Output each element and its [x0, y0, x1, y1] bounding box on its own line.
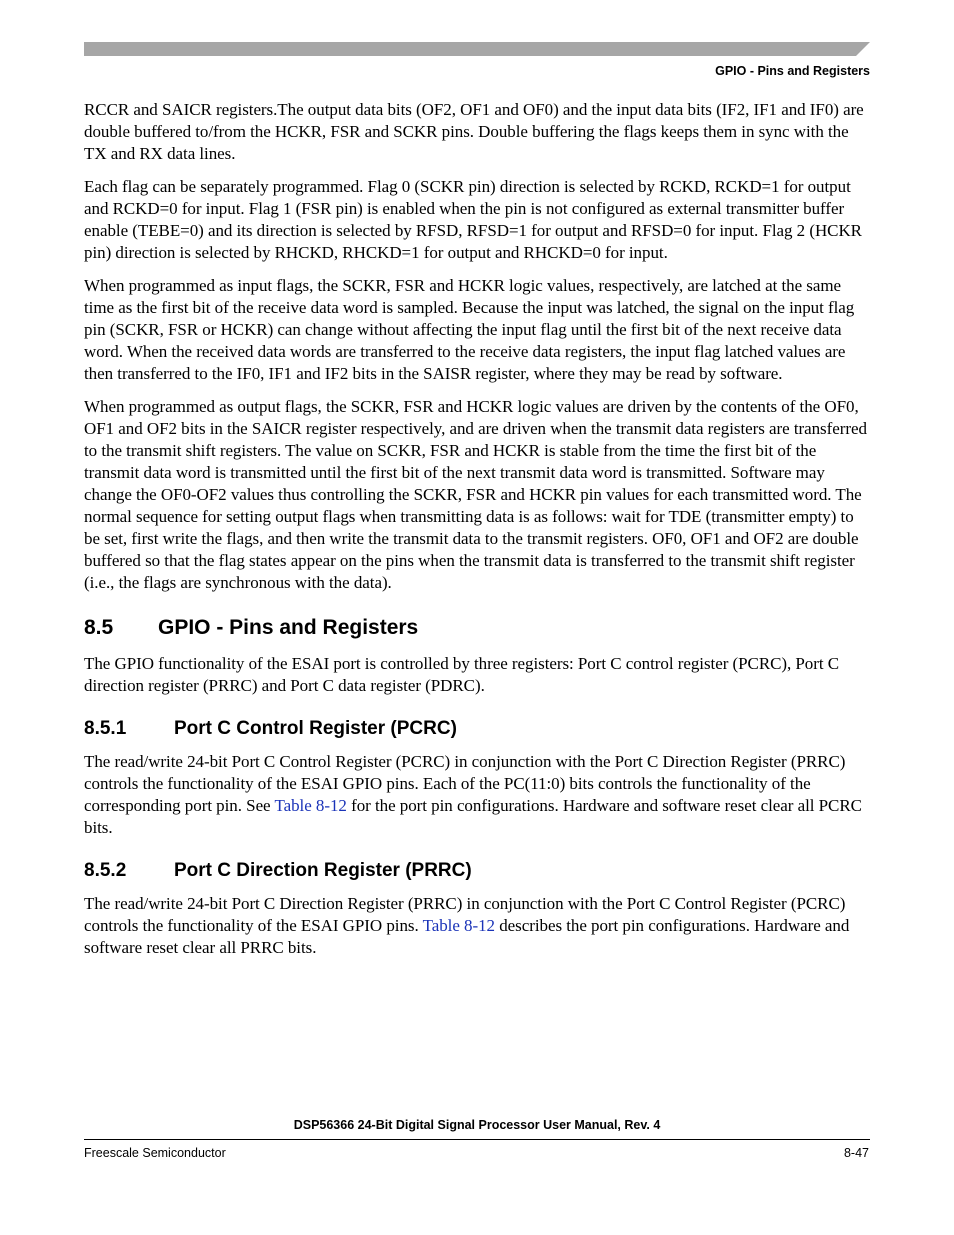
running-header: GPIO - Pins and Registers: [715, 64, 870, 78]
table-8-12-link[interactable]: Table 8-12: [274, 796, 347, 815]
footer-manual-title: DSP56366 24-Bit Digital Signal Processor User Manual, Rev. 4: [293, 1118, 661, 1132]
text-run: for the port pin configurations. Hardware and software reset clear all PCRC bits.: [84, 796, 862, 837]
paragraph-output-flags: When programmed as output flags, the SCKR, FSR and HCKR logic values are driven by the contents of the OF0, OF1 and OF2 bits in the SAICR register respectively, and are driven when the transmit data registers are transferred to the transmit shift registers. The value on SCKR, FSR and HCKR is stable from the time the first bit of the transmit data word is transmitted until the first bit of the next transmit data word is transmitted. Software may change the OF0-OF2 values thus controlling the SCKR, FSR and HCKR pin values for each transmitted word. The normal sequence for setting output flags when transmitting data is as follows: wait for TDE (transmitter empty) to be set, first write the flags, and then write the transmit data to the transmit registers. OF0, OF1 and OF2 are double buffered so that the flag states appear on the pins when the transmit data is transferred to the transmit shift register (i.e., the flags are synchronous with the data).: [84, 397, 867, 592]
header-bar: [84, 42, 870, 56]
page-content: [84, 99, 868, 970]
paragraph-prrc: [84, 893, 868, 959]
table-8-12-link[interactable]: Table 8-12: [422, 916, 496, 935]
section-number: 8.5.1: [84, 718, 127, 739]
header-bar-shape: [84, 42, 870, 56]
section-number: 8.5: [84, 616, 114, 639]
section-heading-8-5: [84, 615, 868, 641]
section-heading-8-5-1: [84, 717, 868, 741]
paragraph-flag-programming: Each flag can be separately programmed. Flag 0 (SCKR pin) direction is selected by RCKD, RCKD=1 for output and RCKD=0 for input. Flag 1 (FSR pin) is enabled when the pin is not configured as external transmitter buffer enable (TEBE=0) and its direction is selected by RFSD, RFSD=1 for output and RFSD=0 for input. Flag 2 (HCKR pin) direction is selected by RHCKD, RHCKD=1 for output and RHCKD=0 for input.: [84, 177, 862, 262]
section-title: Port C Direction Register (PRRC): [174, 860, 472, 881]
section-number: 8.5.2: [84, 860, 127, 881]
footer-company: Freescale Semiconductor: [84, 1146, 226, 1160]
text-run: The read/write 24-bit Port C Control Register (PCRC) in conjunction with the Port C Direction Register (PRRC) controls the functionality of the ESAI GPIO pins. Each of the PC(11:0) bits controls the functionality of the corresponding port pin. See: [84, 752, 846, 815]
section-title: GPIO - Pins and Registers: [158, 616, 419, 639]
text-run: The read/write 24-bit Port C Direction Register (PRRC) in conjunction with the Port C Control Register (PCRC) controls the functionality of the ESAI GPIO pins.: [84, 894, 846, 935]
paragraph-input-flags: When programmed as input flags, the SCKR, FSR and HCKR logic values, respectively, are latched at the same time as the first bit of the receive data word is sampled. Because the input was latched, the signal on the input flag pin (SCKR, FSR or HCKR) can change without affecting the input flag until the first bit of the next receive data word. When the received data words are transferred to the receive data registers, the input flag latched values are then transferred to the IF0, IF1 and IF2 bits in the SAISR register, where they may be read by software.: [84, 276, 855, 383]
paragraph-pcrc: [84, 751, 868, 839]
footer-page-number: 8-47: [843, 1146, 869, 1160]
text-run: describes the port pin configurations. Hardware and software reset clear all PRRC bits.: [84, 916, 850, 957]
paragraph-gpio-intro: The GPIO functionality of the ESAI port is controlled by three registers: Port C control register (PCRC), Port C direction register (PRRC) and Port C data register (PDRC).: [84, 654, 840, 695]
footer-divider: [84, 1139, 870, 1140]
section-title: Port C Control Register (PCRC): [174, 718, 457, 739]
paragraph-flags-buffering: RCCR and SAICR registers.The output data bits (OF2, OF1 and OF0) and the input data bits (IF2, IF1 and IF0) are double buffered to/from the HCKR, FSR and SCKR pins. Double buffering the flags keeps them in sync with the TX and RX data lines.: [84, 100, 864, 163]
section-heading-8-5-2: [84, 859, 868, 883]
